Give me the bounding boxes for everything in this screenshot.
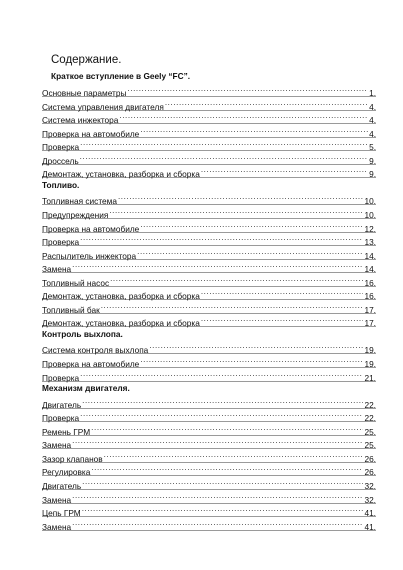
toc-entry [42,98,376,110]
toc-entry [42,247,376,259]
toc-entry [42,341,376,356]
toc-subtitle [51,70,376,82]
toc-leader-dots [82,396,363,408]
toc-entry [42,409,376,424]
toc-entry-page: 13. [364,237,376,248]
toc-entry [42,138,376,153]
toc-entry [42,477,376,489]
toc-entry-page: 9. [369,169,376,180]
toc-entry-label: Предупреждения [42,209,109,220]
toc-leader-dots [80,152,368,164]
toc-leader-dots [80,233,363,245]
toc-entry-label: Демонтаж, установка, разборка и сборка [42,169,200,180]
toc-entry-label: Замена [42,521,72,532]
toc-leader-dots [82,504,364,516]
toc-entry-page: 26. [364,453,376,464]
toc-entry-label: Проверка [42,413,80,424]
toc-entry [42,314,376,329]
toc-entry [42,192,376,207]
toc-entry-label: Система инжектора [42,115,119,126]
toc-entry [42,491,376,503]
toc-leader-dots [104,450,364,462]
toc-entry [42,111,376,126]
toc-leader-dots [82,477,363,489]
toc-leader-dots [201,314,364,326]
toc-entry-page: 26. [364,467,376,478]
toc-entry [42,287,376,302]
toc-leader-dots [127,84,368,96]
toc-section-heading [42,179,376,191]
toc-entry-label: Распылитель инжектора [42,250,137,261]
toc-entry-label: Проверка на автомобиле [42,359,140,369]
toc-leader-dots [91,463,363,475]
toc-entry [42,423,376,435]
toc-leader-dots [72,518,363,530]
toc-entry-label: Контроль выхлопа. [42,328,123,339]
toc-entry [42,504,376,519]
toc-entry-label: Двигатель [42,480,82,491]
toc-section-heading [42,382,376,394]
toc-entry-page: 4. [369,101,376,112]
toc-entry [42,165,376,180]
toc-entry-label: Механизм двигателя. [42,383,130,394]
toc-leader-dots [80,369,363,381]
toc-leader-dots [118,192,363,204]
toc-entry [42,233,376,248]
toc-section-heading [42,328,376,340]
toc-entry-page: 10. [364,196,376,207]
toc-leader-dots [80,409,363,421]
toc-entry-page: 4. [369,128,376,139]
toc-leader-dots [110,274,363,286]
toc-entry-page: 22. [364,399,376,410]
toc-entry-label: Зазор клапанов [42,453,103,464]
toc-entry-label: Демонтаж, установка, разборка и сборка [42,291,200,302]
toc-entry-label: Проверка на автомобиле [42,223,140,234]
toc-entry-label: Топливный бак [42,304,100,315]
toc-subtitle-label: Краткое вступление в Geely “FC”. [51,71,191,81]
toc-entry-page: 19. [364,359,376,369]
toc-leader-dots [72,491,363,503]
toc-entry-label: Проверка [42,142,80,153]
toc-entry [42,260,376,275]
toc-leader-dots [165,98,368,110]
toc-entry [42,152,376,164]
toc-entry-page: 14. [364,264,376,275]
toc-entry-page: 25. [364,426,376,437]
toc-leader-dots [80,138,368,150]
toc-row-underline [42,530,376,531]
toc-entry-label: Ремень ГРМ [42,426,91,437]
toc-entry-label: Проверка [42,372,80,383]
toc-entry-label: Система управления двигателя [42,101,164,112]
toc-entry [42,436,376,451]
toc-leader-dots [72,436,363,448]
toc-entry [42,125,376,137]
toc-entry-page: 22. [364,413,376,424]
toc-entry [42,84,376,96]
toc-entry-page: 16. [364,277,376,288]
toc-entry-page: 10. [364,209,376,220]
toc-entry-page: 14. [364,250,376,261]
toc-entry-page: 17. [364,304,376,315]
toc-leader-dots [137,247,363,259]
toc-leader-dots [149,341,363,353]
toc-entry-label: Система контроля выхлопа [42,345,149,356]
toc-leader-dots [140,220,363,232]
toc-entry-label: Топливная система [42,196,117,207]
toc-entry-page: 12. [364,223,376,234]
toc-entry-label: Проверка [42,237,80,248]
toc-entry-label: Замена [42,264,72,275]
toc-entry-label: Топливо. [42,179,80,190]
toc-leader-dots [72,260,363,272]
toc-leader-dots [140,125,368,137]
toc-leader-dots [140,355,363,367]
toc-leader-dots [201,287,364,299]
toc-entry [42,220,376,232]
toc-entry [42,463,376,478]
toc-entry [42,355,376,367]
toc-entry-page: 32. [364,480,376,491]
toc-entry-page: 41. [364,521,376,532]
toc-entry-page: 32. [364,494,376,505]
toc-entry-label: Проверка на автомобиле [42,128,140,139]
toc-entry-page: 19. [364,345,376,356]
toc-leader-dots [109,206,363,218]
toc-entry-page: 41. [364,508,376,519]
toc-entry [42,450,376,462]
toc-leader-dots [91,423,363,435]
toc-entry-label: Дроссель [42,155,79,166]
toc-entry-page: 1. [369,88,376,98]
toc-entry-label: Замена [42,440,72,451]
toc-title: Содержание. [51,54,122,66]
toc-entry-label: Основные параметры [42,88,127,98]
toc-entry-label: Цепь ГРМ [42,508,81,519]
toc-entry-label: Топливный насос [42,277,110,288]
toc-entry-label: Демонтаж, установка, разборка и сборка [42,318,200,329]
toc-entry [42,396,376,408]
toc-entry-page: 4. [369,115,376,126]
toc-entry-label: Регулировка [42,467,91,478]
toc-entry-label: Замена [42,494,72,505]
toc-entry [42,274,376,286]
toc-entry-page: 5. [369,142,376,153]
toc-entry [42,301,376,313]
toc-leader-dots [201,165,368,177]
toc-leader-dots [119,111,368,123]
toc-leader-dots [101,301,364,313]
toc-entry-label: Двигатель [42,399,82,410]
toc-entry-page: 21. [364,372,376,383]
toc-entry-page: 25. [364,440,376,451]
toc-entry [42,369,376,381]
toc-entry-page: 17. [364,318,376,329]
toc-entry-page: 16. [364,291,376,302]
toc-entry-page: 9. [369,155,376,166]
toc-entry [42,206,376,218]
toc-entry [42,518,376,530]
